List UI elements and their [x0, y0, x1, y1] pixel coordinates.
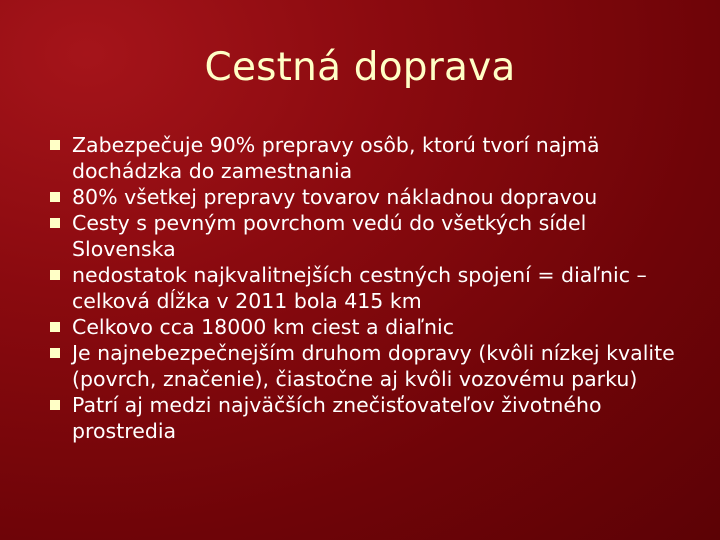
list-item	[50, 392, 690, 444]
slide-title: Cestná doprava	[204, 45, 516, 90]
bullet-text: Je najnebezpečnejším druhom dopravy (kvôli nízkej kvalite (povrch, značenie), čiastočne aj kvôli vozovému parku)	[72, 341, 675, 391]
square-bullet-icon	[50, 322, 60, 332]
list-item	[50, 340, 690, 392]
list-item	[50, 314, 690, 340]
bullet-text: Cesty s pevným povrchom vedú do všetkých sídel Slovenska	[72, 211, 587, 261]
square-bullet-icon	[50, 140, 60, 150]
bullet-text: nedostatok najkvalitnejších cestných spojení = diaľnic – celková dĺžka v 2011 bola 415 km	[72, 263, 647, 313]
list-item	[50, 210, 690, 262]
bullet-text: Zabezpečuje 90% prepravy osôb, ktorú tvorí najmä dochádzka do zamestnania	[72, 133, 600, 183]
square-bullet-icon	[50, 192, 60, 202]
bullet-text: Celkovo cca 18000 km ciest a diaľnic	[72, 315, 455, 339]
list-item	[50, 132, 690, 184]
bullet-text: Patrí aj medzi najväčších znečisťovateľov životného prostredia	[72, 393, 602, 443]
bullet-list	[50, 132, 690, 444]
list-item	[50, 184, 690, 210]
square-bullet-icon	[50, 400, 60, 410]
bullet-text: 80% všetkej prepravy tovarov nákladnou dopravou	[72, 185, 598, 209]
square-bullet-icon	[50, 348, 60, 358]
square-bullet-icon	[50, 218, 60, 228]
list-item	[50, 262, 690, 314]
square-bullet-icon	[50, 270, 60, 280]
